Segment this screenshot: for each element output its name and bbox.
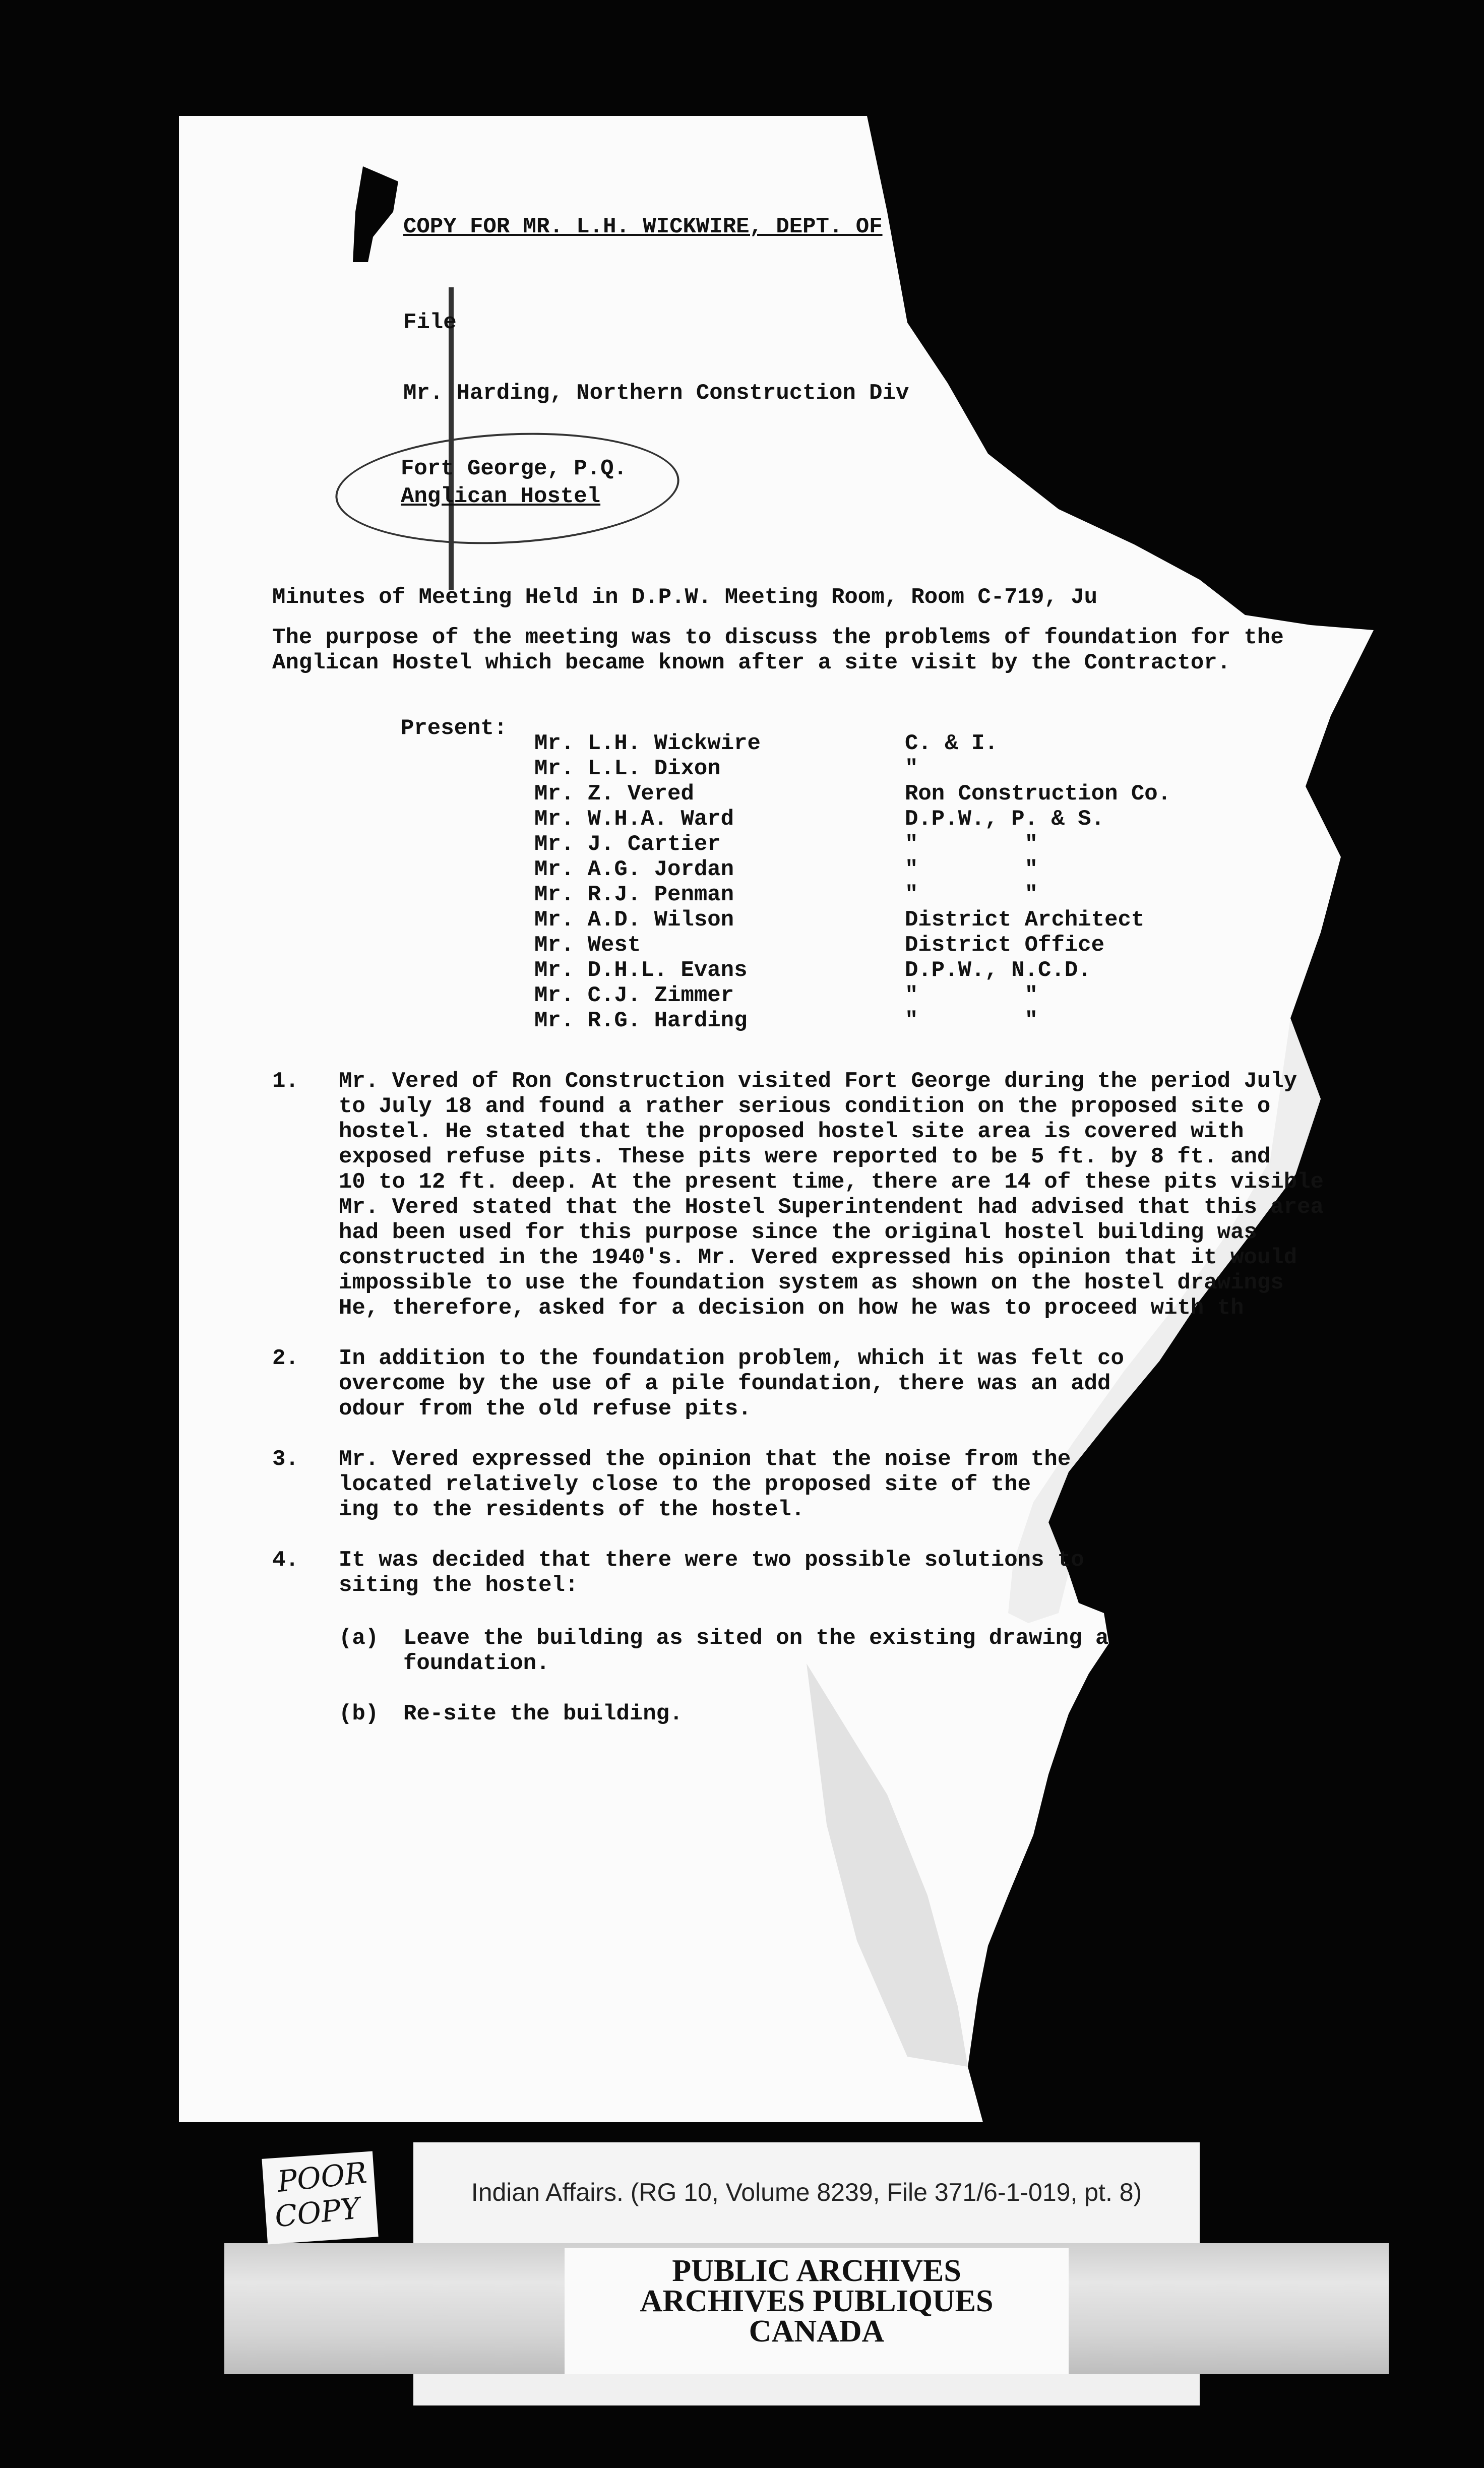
- attendee-organization: D.P.W., P. & S.: [905, 807, 1105, 832]
- attendee-name: Mr. W.H.A. Ward: [534, 807, 734, 832]
- item-text-line: siting the hostel:: [339, 1573, 579, 1598]
- purpose-line-2: Anglican Hostel which became known after a site visit by the Contractor.: [272, 650, 1231, 675]
- attendee-organization: ": [905, 756, 918, 781]
- option-text-line: Re-site the building.: [403, 1701, 683, 1726]
- option-text-line: foundation.: [403, 1651, 550, 1676]
- item-text-line: In addition to the foundation problem, which it was felt co: [339, 1346, 1124, 1371]
- item-text-line: Mr. Vered expressed the opinion that the noise from the: [339, 1447, 1071, 1472]
- item-text-line: 10 to 12 ft. deep. At the present time, there are 14 of these pits visible: [339, 1169, 1324, 1195]
- item-text-line: ing to the residents of the hostel.: [339, 1497, 805, 1522]
- option-label: (a): [339, 1626, 379, 1651]
- item-text-line: constructed in the 1940's. Mr. Vered expressed his opinion that it would: [339, 1245, 1297, 1270]
- archive-reference: Indian Affairs. (RG 10, Volume 8239, File 371/6-1-019, pt. 8): [471, 2178, 1142, 2206]
- attendee-organization: " ": [905, 857, 1038, 882]
- stamp-line-3: CANADA: [749, 2314, 885, 2349]
- attendee-organization: C. & I.: [905, 731, 998, 756]
- attendee-organization: " ": [905, 1008, 1038, 1033]
- item-text-line: It was decided that there were two possible solutions to: [339, 1548, 1084, 1573]
- attendee-name: Mr. A.G. Jordan: [534, 857, 734, 882]
- recipient-line: Mr. Harding, Northern Construction Div: [403, 381, 909, 406]
- attendee-organization: " ": [905, 832, 1038, 857]
- attendee-name: Mr. J. Cartier: [534, 832, 721, 857]
- item-text-line: He, therefore, asked for a decision on how he was to proceed with th: [339, 1295, 1244, 1321]
- file-line: File: [403, 310, 457, 335]
- attendee-name: Mr. L.L. Dixon: [534, 756, 721, 781]
- attendee-organization: Ron Construction Co.: [905, 781, 1171, 807]
- attendee-name: Mr. R.J. Penman: [534, 882, 734, 907]
- attendee-organization: District Architect: [905, 907, 1145, 933]
- stamp-line-1: PUBLIC ARCHIVES: [672, 2254, 961, 2288]
- attendee-name: Mr. R.G. Harding: [534, 1008, 748, 1033]
- item-number: 3.: [272, 1447, 299, 1472]
- present-label: Present:: [401, 716, 508, 741]
- item-text-line: to July 18 and found a rather serious condition on the proposed site o: [339, 1094, 1271, 1119]
- meeting-title: Minutes of Meeting Held in D.P.W. Meeting Room, Room C-719, Ju: [272, 585, 1098, 610]
- option-label: (b): [339, 1701, 379, 1726]
- item-text-line: exposed refuse pits. These pits were reported to be 5 ft. by 8 ft. and: [339, 1144, 1271, 1169]
- attendee-name: Mr. West: [534, 933, 641, 958]
- item-number: 4.: [272, 1548, 299, 1573]
- item-text-line: odour from the old refuse pits.: [339, 1396, 752, 1422]
- item-text-line: had been used for this purpose since the original hostel building was: [339, 1220, 1257, 1245]
- item-text-line: Mr. Vered of Ron Construction visited Fort George during the period July: [339, 1069, 1297, 1094]
- location-line: Fort George, P.Q.: [401, 456, 627, 481]
- attendee-organization: D.P.W., N.C.D.: [905, 958, 1091, 983]
- label-bottom-strip: [413, 2374, 1200, 2405]
- handwritten-note-line-1: POOR: [275, 2155, 368, 2199]
- purpose-line-1: The purpose of the meeting was to discuss the problems of foundation for the: [272, 625, 1284, 650]
- handwritten-note-line-2: COPY: [273, 2191, 362, 2234]
- attendee-name: Mr. Z. Vered: [534, 781, 694, 807]
- subject-line: Anglican Hostel: [401, 484, 601, 509]
- attendee-organization: " ": [905, 983, 1038, 1008]
- item-text-line: located relatively close to the proposed site of the: [339, 1472, 1031, 1497]
- copy-header: COPY FOR MR. L.H. WICKWIRE, DEPT. OF: [403, 214, 883, 239]
- item-text-line: impossible to use the foundation system as shown on the hostel drawings: [339, 1270, 1284, 1295]
- attendee-name: Mr. L.H. Wickwire: [534, 731, 761, 756]
- attendee-name: Mr. D.H.L. Evans: [534, 958, 748, 983]
- item-text-line: Mr. Vered stated that the Hostel Superintendent had advised that this area: [339, 1195, 1324, 1220]
- stamp-line-2: ARCHIVES PUBLIQUES: [640, 2284, 994, 2318]
- attendee-organization: District Office: [905, 933, 1105, 958]
- option-text-line: Leave the building as sited on the existing drawing a: [403, 1626, 1109, 1651]
- item-number: 1.: [272, 1069, 299, 1094]
- attendee-name: Mr. C.J. Zimmer: [534, 983, 734, 1008]
- attendee-organization: " ": [905, 882, 1038, 907]
- item-text-line: overcome by the use of a pile foundation, there was an add: [339, 1371, 1111, 1396]
- item-number: 2.: [272, 1346, 299, 1371]
- attendee-name: Mr. A.D. Wilson: [534, 907, 734, 933]
- item-text-line: hostel. He stated that the proposed hostel site area is covered with: [339, 1119, 1244, 1144]
